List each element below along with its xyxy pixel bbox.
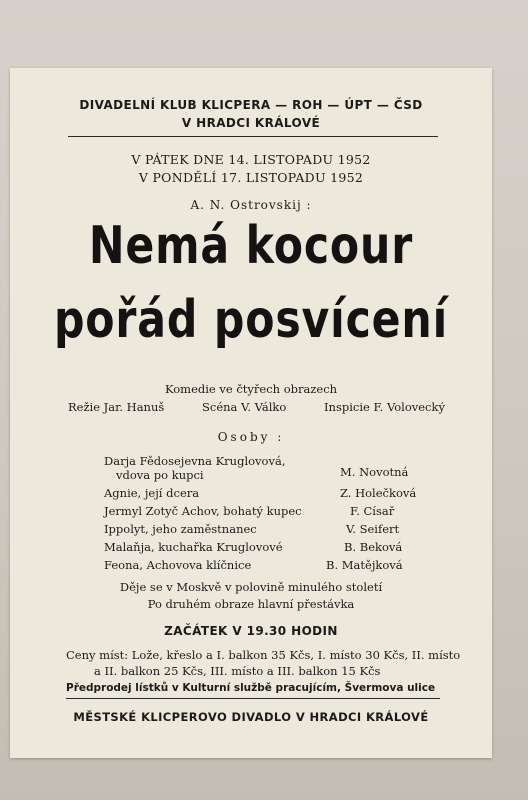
cast-actor: Z. Holečková bbox=[340, 486, 417, 500]
date-line-1: V PÁTEK DNE 14. LISTOPADU 1952 bbox=[131, 152, 371, 167]
venue-footer: MĚSTSKÉ KLICPEROVO DIVADLO V HRADCI KRÁLOVÉ bbox=[73, 710, 429, 724]
cast-role: Jermyl Zotyč Achov, bohatý kupec bbox=[104, 504, 302, 518]
cast-heading: Osoby : bbox=[217, 430, 285, 444]
organizer-line-2: V HRADCI KRÁLOVÉ bbox=[181, 116, 321, 130]
setting-note: Děje se v Moskvě v polovině minulého století bbox=[119, 580, 383, 594]
cast-role: Ippolyt, jeho zaměstnanec bbox=[104, 522, 257, 536]
cast-actor: B. Matějková bbox=[326, 558, 403, 572]
cast-role: Feona, Achovova klíčnice bbox=[104, 558, 252, 572]
cast-actor: F. Císař bbox=[350, 504, 395, 518]
prices-line-2: a II. balkon 25 Kčs, III. místo a III. balkon 15 Kčs bbox=[94, 664, 381, 678]
footer-divider bbox=[66, 698, 440, 699]
cast-role-continued: vdova po kupci bbox=[116, 468, 204, 482]
prices-line-1: Ceny míst: Lože, křeslo a I. balkon 35 Kčs, I. místo 30 Kčs, II. místo bbox=[66, 648, 461, 662]
author-name: A. N. Ostrovskij : bbox=[190, 198, 312, 212]
cast-actor: M. Novotná bbox=[340, 465, 409, 479]
director-credit: Režie Jar. Hanuš bbox=[68, 400, 165, 414]
play-title-line-2: pořád posvícení bbox=[53, 290, 449, 350]
cast-role: Malaňja, kuchařka Kruglovové bbox=[104, 540, 283, 554]
cast-actor: V. Seifert bbox=[346, 522, 400, 536]
play-title-line-1: Nemá kocour bbox=[88, 216, 414, 276]
cast-role: Darja Fědosejevna Kruglovová, bbox=[104, 454, 286, 468]
organizer-line-1: DIVADELNÍ KLUB KLICPERA — ROH — ÚPT — ČSD bbox=[79, 98, 423, 112]
intermission-note: Po druhém obraze hlavní přestávka bbox=[147, 597, 355, 611]
presale-info: Předprodej lístků v Kulturní službě pracujícím, Švermova ulice bbox=[66, 682, 436, 694]
genre-subtitle: Komedie ve čtyřech obrazech bbox=[164, 382, 338, 396]
cast-actor: B. Beková bbox=[344, 540, 403, 554]
theatre-poster bbox=[10, 68, 492, 758]
cast-role: Agnie, její dcera bbox=[104, 486, 200, 500]
inspice-credit: Inspicie F. Volovecký bbox=[324, 400, 445, 414]
scene-credit: Scéna V. Válko bbox=[202, 400, 287, 414]
date-line-2: V PONDĚLÍ 17. LISTOPADU 1952 bbox=[138, 170, 364, 185]
header-divider bbox=[68, 136, 438, 137]
start-time: ZAČÁTEK V 19.30 HODIN bbox=[164, 624, 338, 638]
